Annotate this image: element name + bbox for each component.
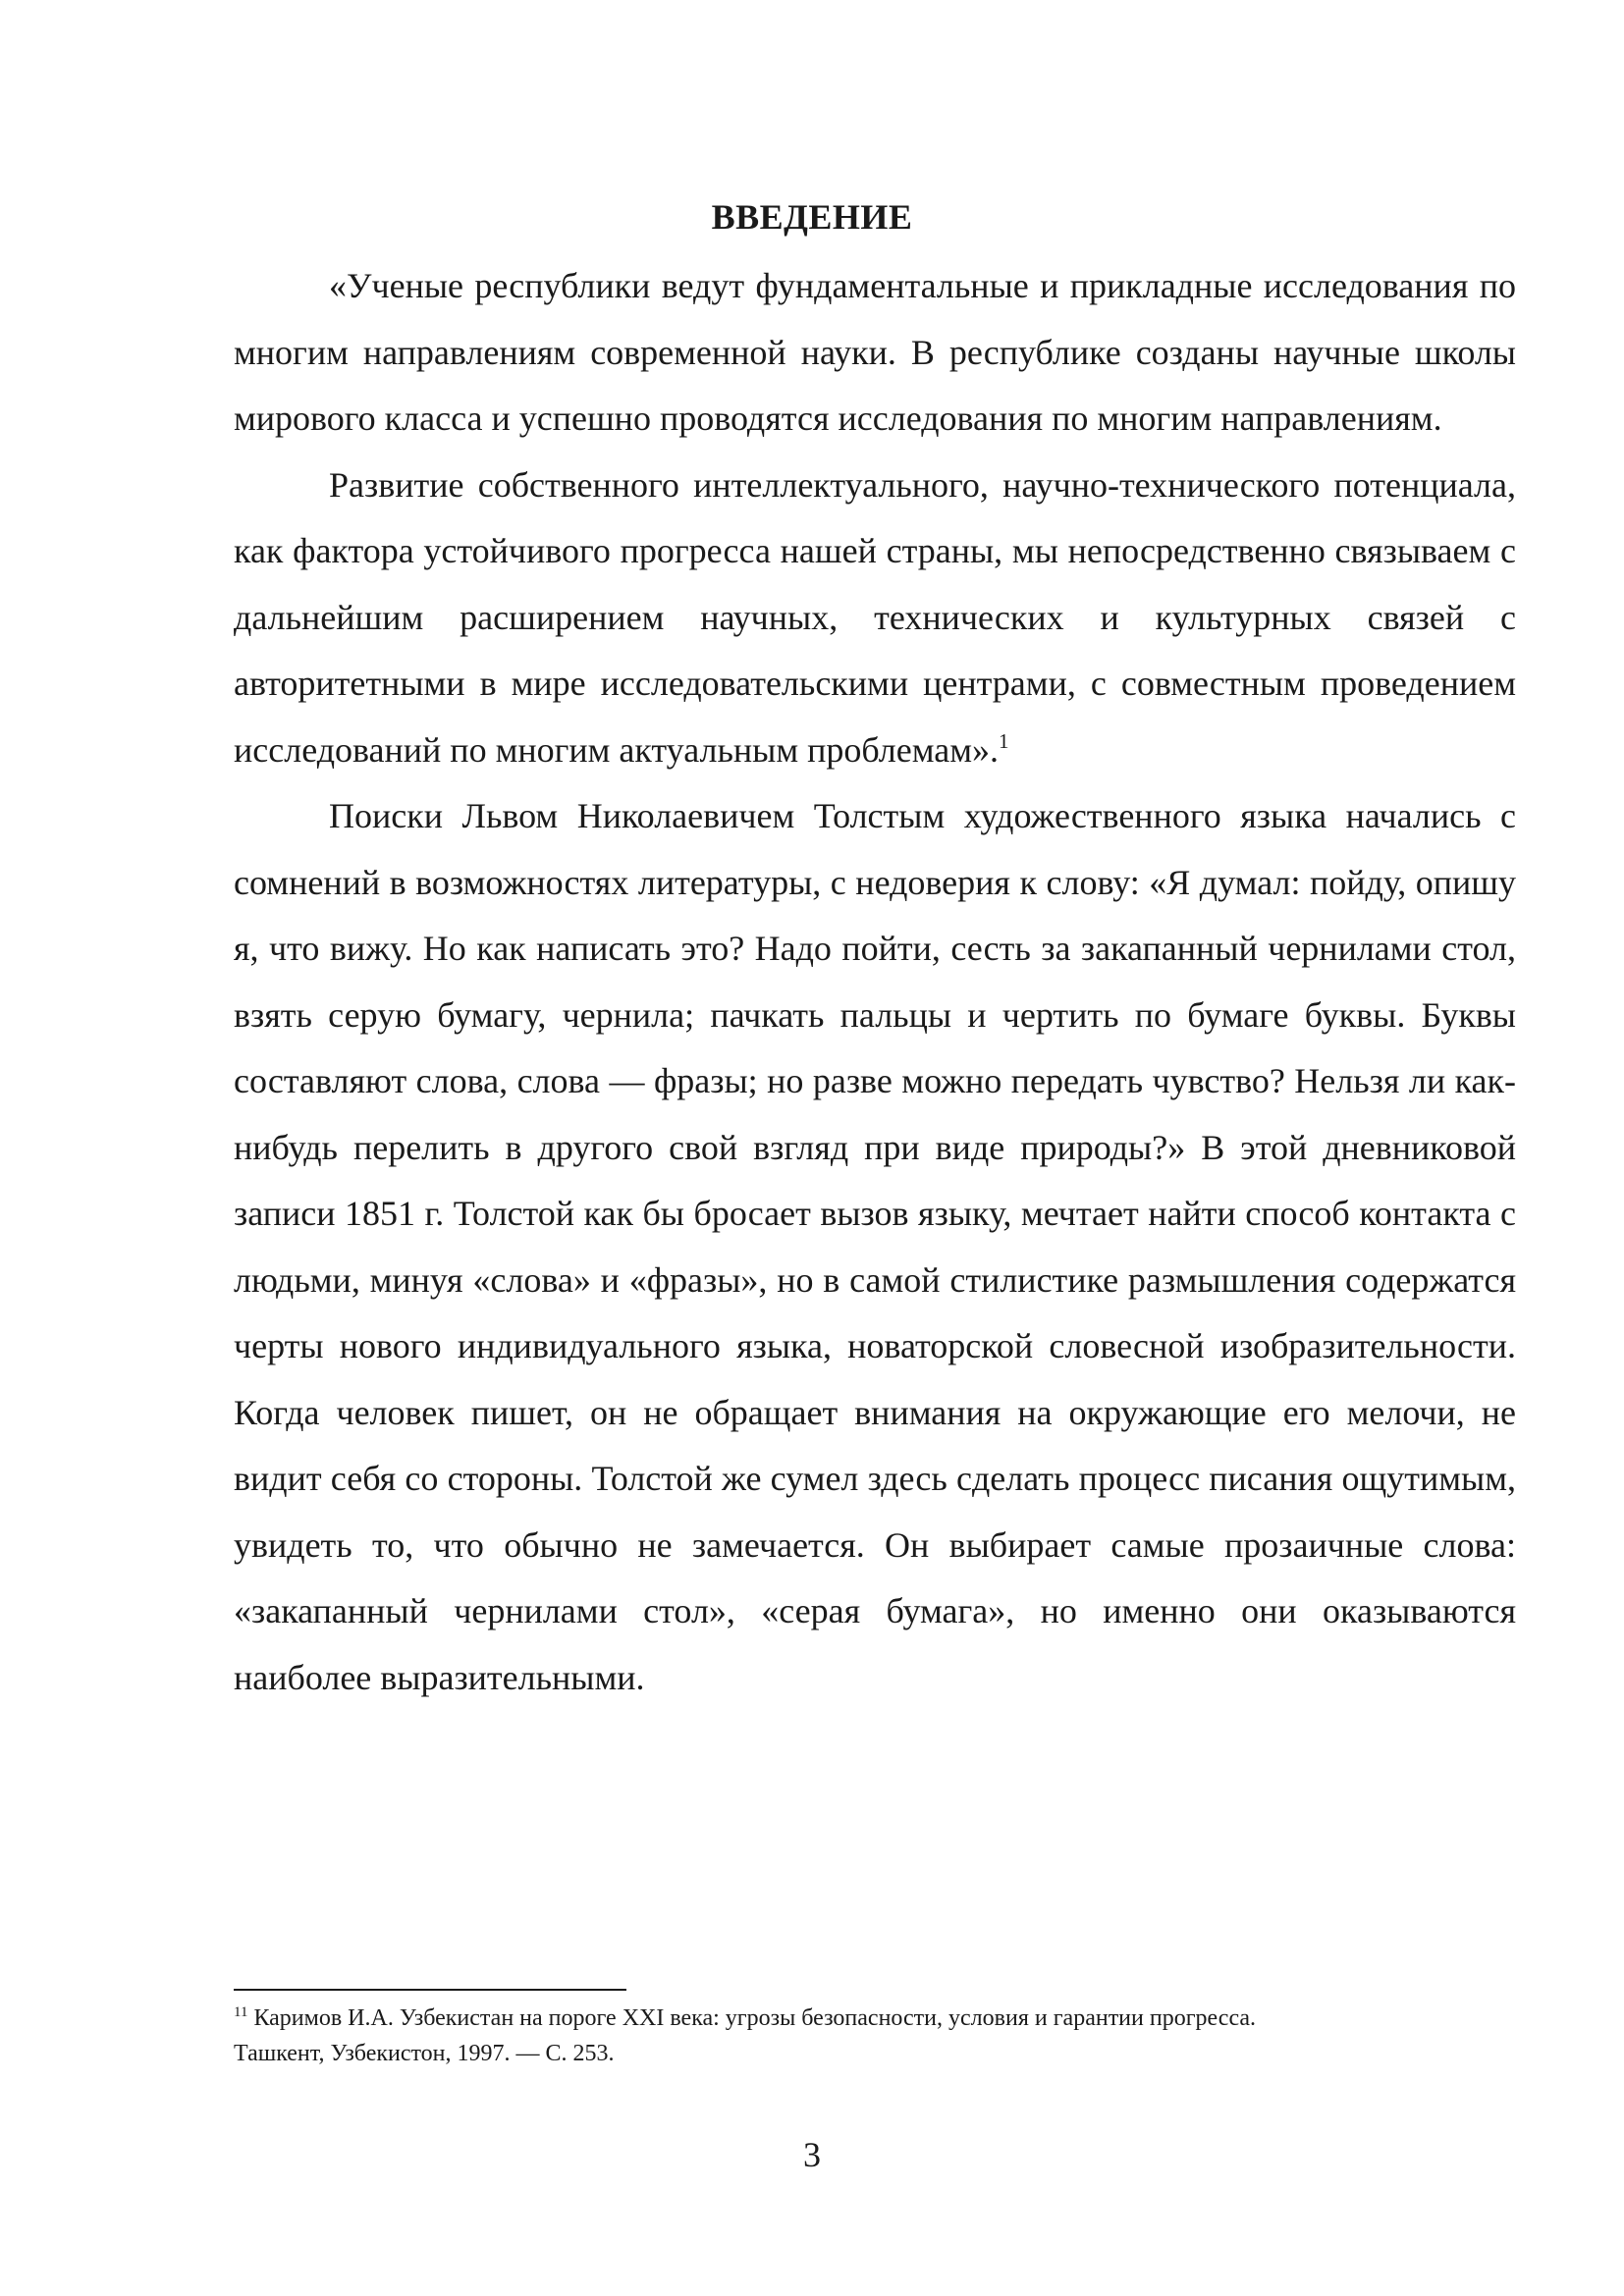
paragraph-3-text: Поиски Львом Николаевичем Толстым художественного языка начались с сомнений в возможностях литературы, с недоверия к слову: «Я думал: пойду, опишу я, что вижу. Но как написать это? Надо пойти, сесть за закапанный чернилами стол, взять серую бумагу, чернила; пачкать пальцы и чертить по бумаге буквы. Буквы составляют слова, слова — фразы; но разве можно передать чувство? Нельзя ли как-нибудь перелить в другого свой взгляд при виде природы?» В этой дневниковой записи 1851 г. Толстой как бы бросает вызов языку, мечтает найти способ контакта с людьми, минуя «слова» и «фразы», но в самой стилистике размышления содержатся черты нового индивидуального языка, новаторской словесной изобразительности. Когда человек пишет, он не обращает внимания на окружающие его мелочи, не видит себя со стороны. Толстой же сумел здесь сделать процесс писания ощутимым, увидеть то, что обычно не замечается. Он выбирает самые прозаичные слова: «закапанный чернилами стол», «серая бумага», но именно они оказываются наиболее выразительными. — [234, 796, 1516, 1697]
footnote-line-1 — [234, 2001, 1516, 2036]
paragraph-1-text: «Ученые республики ведут фундаментальные и прикладные исследования по многим направлениям современной науки. В республике созданы научные школы мирового класса и успешно проводятся исследования по многим направлениям. — [234, 266, 1516, 438]
body-text — [234, 253, 1516, 1711]
footnote — [234, 2001, 1516, 2071]
section-heading: ВВЕДЕНИЕ — [711, 197, 913, 237]
footnote-reference[interactable]: 1 — [999, 728, 1009, 753]
footnote-separator — [234, 1989, 626, 1991]
paragraph-2 — [234, 453, 1516, 784]
paragraph-3 — [234, 783, 1516, 1711]
footnote-marker: 11 — [234, 2004, 248, 2020]
footnote-text-1: Каримов И.А. Узбекистан на пороге XXI века: угрозы безопасности, условия и гарантии прогресса. — [253, 2005, 1257, 2031]
paragraph-1 — [234, 253, 1516, 453]
footnote-line-2: Ташкент, Узбекистон, 1997. — С. 253. — [234, 2041, 615, 2066]
paragraph-2-text: Развитие собственного интеллектуального, научно-технического потенциала, как фактора устойчивого прогресса нашей страны, мы непосредственно связываем с дальнейшим расширением научных, технических и культурных связей с авторитетными в мире исследовательскими центрами, с совместным проведением исследований по многим актуальным проблемам». — [234, 464, 1516, 770]
page-number: 3 — [803, 2135, 821, 2174]
